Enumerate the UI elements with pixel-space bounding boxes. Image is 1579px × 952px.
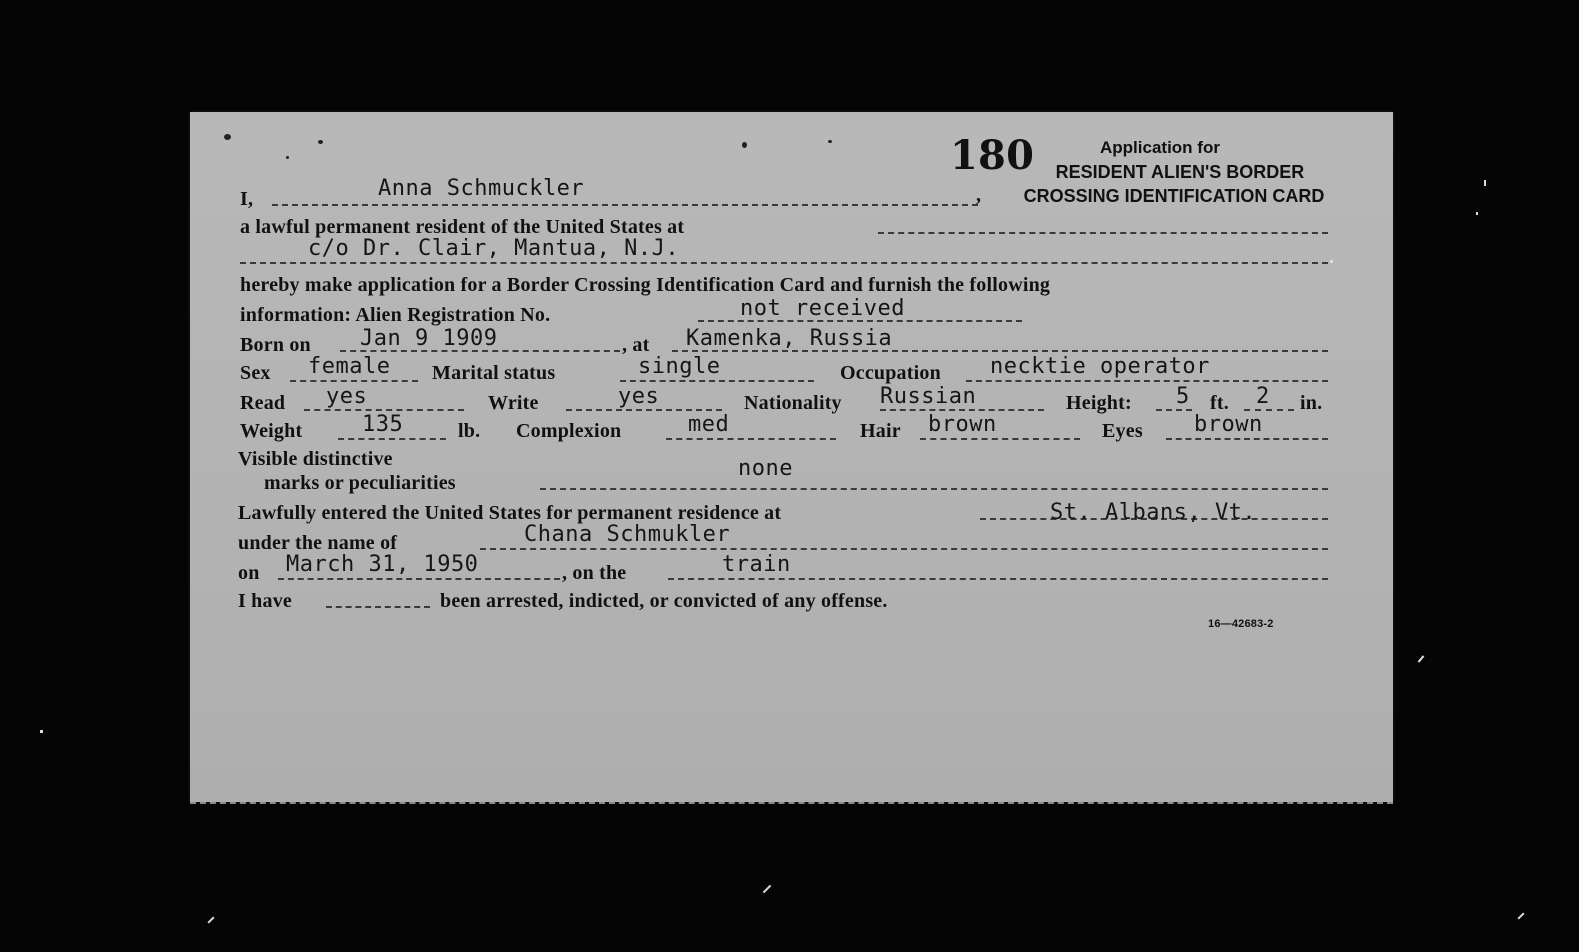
card-perforation (190, 798, 1393, 804)
label-in: in. (1300, 392, 1323, 414)
complexion-value: med (688, 412, 730, 437)
label-eyes: Eyes (1102, 420, 1143, 442)
hair-value: brown (928, 412, 997, 437)
header-line-3: CROSSING IDENTIFICATION CARD (1023, 186, 1325, 206)
sex-value: female (308, 354, 391, 379)
address-rule-1 (878, 232, 1328, 234)
port-of-entry: St. Albans, Vt. (1050, 500, 1257, 525)
label-ft: ft. (1210, 392, 1229, 414)
height-inches: 2 (1256, 384, 1270, 409)
label-i: I, (240, 188, 254, 210)
name-rule (272, 204, 978, 206)
nationality-rule (880, 409, 1044, 411)
label-on: on (238, 562, 260, 584)
label-lb: lb. (458, 420, 481, 442)
label-hereby: hereby make application for a Border Crossing Identification Card and furnish the following (240, 274, 1051, 296)
write-rule (566, 409, 722, 411)
scan-speck (742, 142, 747, 148)
scan-speck (1476, 212, 1478, 215)
label-lawful-resident: a lawful permanent resident of the United States at (240, 216, 685, 238)
height-in-rule (1244, 409, 1294, 411)
scan-speck (286, 156, 289, 159)
birth-date: Jan 9 1909 (360, 326, 498, 351)
height-feet: 5 (1176, 384, 1190, 409)
label-under-name: under the name of (238, 532, 398, 554)
label-at: , at (622, 334, 650, 356)
eyes-value: brown (1194, 412, 1263, 437)
scan-speck (828, 140, 832, 143)
offense-rule (326, 606, 430, 608)
label-on-the: , on the (562, 562, 627, 584)
applicant-address: c/o Dr. Clair, Mantua, N.J. (308, 236, 680, 261)
label-i-have: I have (238, 590, 292, 612)
write-value: yes (618, 384, 660, 409)
label-lawfully-entered: Lawfully entered the United States for permanent residence at (238, 502, 782, 524)
conveyance-rule (668, 578, 1328, 580)
hair-rule (920, 438, 1080, 440)
border-crossing-card (190, 112, 1393, 802)
label-sex: Sex (240, 362, 271, 384)
sex-rule (290, 380, 418, 382)
eyes-rule (1166, 438, 1328, 440)
scan-speck (207, 916, 214, 923)
entry-date-rule (278, 578, 560, 580)
entry-name: Chana Schmukler (524, 522, 731, 547)
complexion-rule (666, 438, 836, 440)
marks-rule (540, 488, 1328, 490)
marital-status-value: single (638, 354, 721, 379)
scan-speck (40, 730, 43, 733)
label-height: Height: (1066, 392, 1132, 414)
label-visible-distinctive: Visible distinctive (238, 448, 393, 470)
alien-registration-number: not received (740, 296, 905, 321)
marital-rule (620, 380, 814, 382)
form-code: 16—42683-2 (1208, 618, 1274, 630)
label-marital-status: Marital status (432, 362, 556, 384)
label-write: Write (488, 392, 539, 414)
label-comma: , (976, 184, 982, 206)
label-hair: Hair (860, 420, 901, 442)
weight-value: 135 (362, 412, 404, 437)
weight-rule (338, 438, 446, 440)
nationality-value: Russian (880, 384, 977, 409)
label-arrested: been arrested, indicted, or convicted of any offense. (440, 590, 888, 612)
scan-speck (1330, 260, 1333, 263)
scan-speck (763, 885, 771, 893)
scan-speck (1418, 655, 1425, 662)
label-read: Read (240, 392, 286, 414)
header-line-1: Application for (1100, 138, 1220, 157)
scan-speck (224, 134, 231, 140)
label-alien-registration: information: Alien Registration No. (240, 304, 551, 326)
entry-name-rule (480, 548, 1328, 550)
read-value: yes (326, 384, 368, 409)
occupation-rule (966, 380, 1328, 382)
scan-speck (1484, 180, 1486, 186)
marks-value: none (738, 456, 793, 481)
form-number: 180 (950, 132, 1035, 179)
scan-speck (318, 140, 323, 144)
conveyance-value: train (722, 552, 791, 577)
entry-date: March 31, 1950 (286, 552, 479, 577)
address-rule-2 (240, 262, 1328, 264)
occupation-value: necktie operator (990, 354, 1210, 379)
applicant-name: Anna Schmuckler (378, 176, 585, 201)
label-weight: Weight (240, 420, 303, 442)
label-born-on: Born on (240, 334, 311, 356)
scan-speck (1517, 912, 1524, 919)
header-line-2: RESIDENT ALIEN'S BORDER (1055, 162, 1305, 182)
label-nationality: Nationality (744, 392, 842, 414)
label-complexion: Complexion (516, 420, 622, 442)
label-marks-peculiarities: marks or peculiarities (264, 472, 456, 494)
birth-place: Kamenka, Russia (686, 326, 893, 351)
height-ft-rule (1156, 409, 1192, 411)
read-rule (304, 409, 464, 411)
label-occupation: Occupation (840, 362, 941, 384)
